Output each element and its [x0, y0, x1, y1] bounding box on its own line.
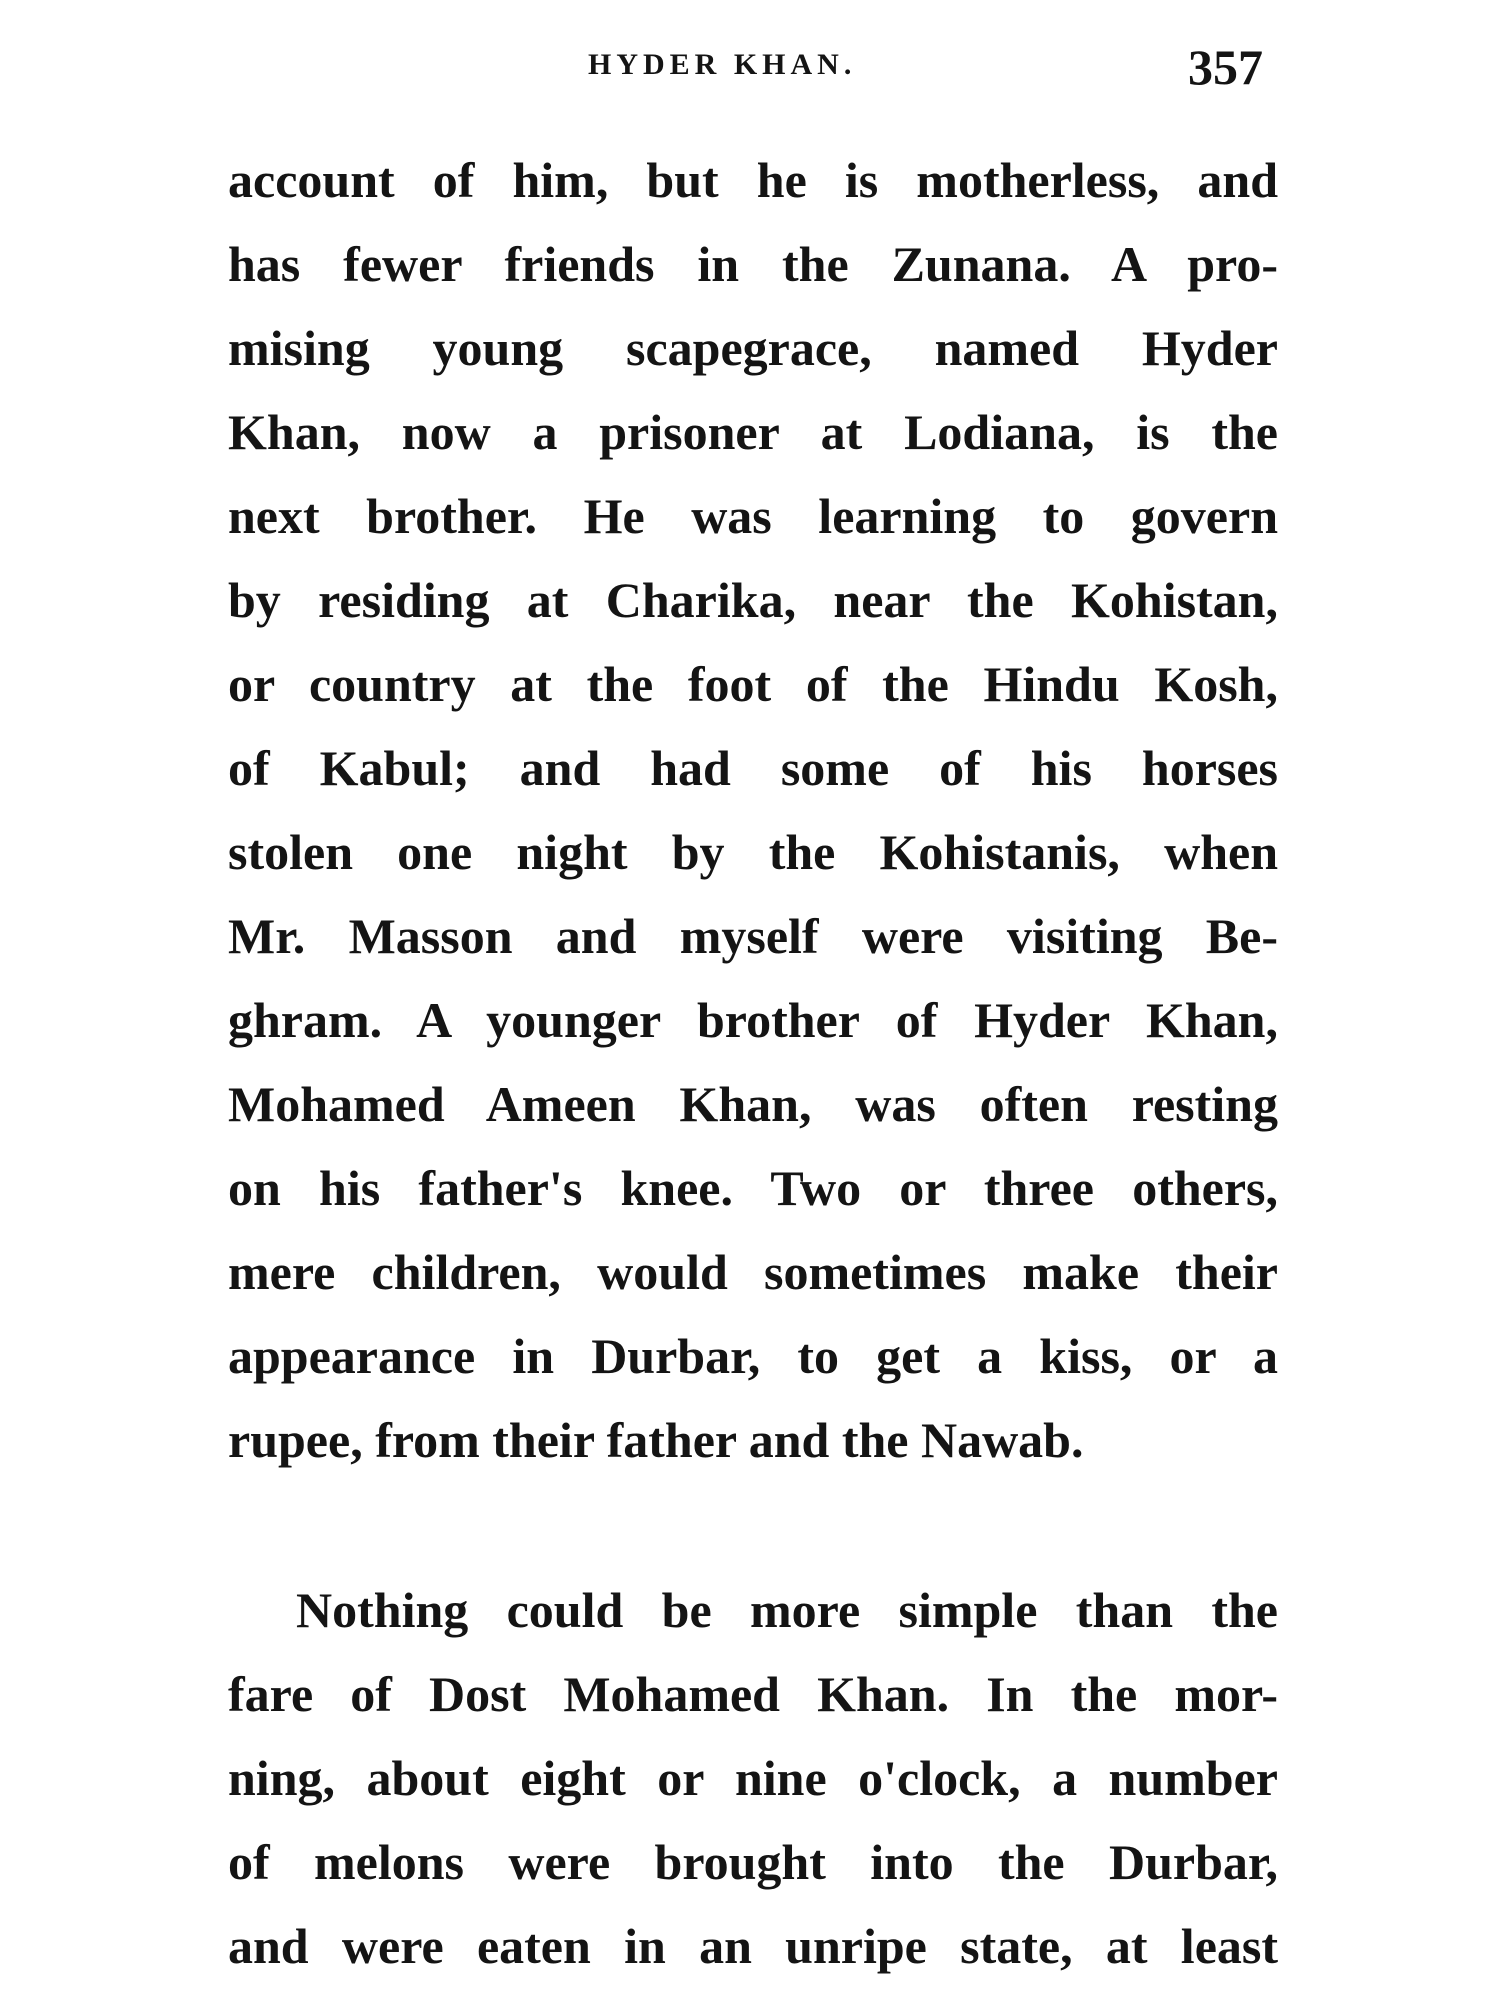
text-line: mising young scapegrace, named Hyder: [228, 320, 1278, 376]
text-line: of Kabul; and had some of his horses: [228, 740, 1278, 796]
paragraph-2: [228, 1568, 1278, 1988]
text-line: fare of Dost Mohamed Khan. In the mor-: [228, 1666, 1278, 1722]
text-line: rupee, from their father and the Nawab.: [228, 1412, 1084, 1468]
text-line: Mohamed Ameen Khan, was often resting: [228, 1076, 1278, 1132]
text-line: Nothing could be more simple than the: [296, 1582, 1278, 1638]
text-line: by residing at Charika, near the Kohistan,: [228, 572, 1278, 628]
text-line: Khan, now a prisoner at Lodiana, is the: [228, 404, 1278, 460]
text-line: account of him, but he is motherless, and: [228, 152, 1278, 208]
text-line: next brother. He was learning to govern: [228, 488, 1278, 544]
paragraph-1: [228, 138, 1278, 1482]
text-line: and were eaten in an unripe state, at least: [228, 1918, 1278, 1974]
text-line: or country at the foot of the Hindu Kosh,: [228, 656, 1278, 712]
text-line: appearance in Durbar, to get a kiss, or a: [228, 1328, 1278, 1384]
running-header: [0, 38, 1500, 98]
text-line: of melons were brought into the Durbar,: [228, 1834, 1278, 1890]
text-line: stolen one night by the Kohistanis, when: [228, 824, 1278, 880]
running-title: HYDER KHAN.: [588, 48, 857, 81]
text-line: on his father's knee. Two or three others,: [228, 1160, 1278, 1216]
text-line: mere children, would sometimes make their: [228, 1244, 1278, 1300]
text-line: Mr. Masson and myself were visiting Be-: [228, 908, 1278, 964]
text-line: ning, about eight or nine o'clock, a number: [228, 1750, 1278, 1806]
text-line: ghram. A younger brother of Hyder Khan,: [228, 992, 1278, 1048]
text-line: has fewer friends in the Zunana. A pro-: [228, 236, 1278, 292]
page-number: 357: [1188, 39, 1263, 95]
